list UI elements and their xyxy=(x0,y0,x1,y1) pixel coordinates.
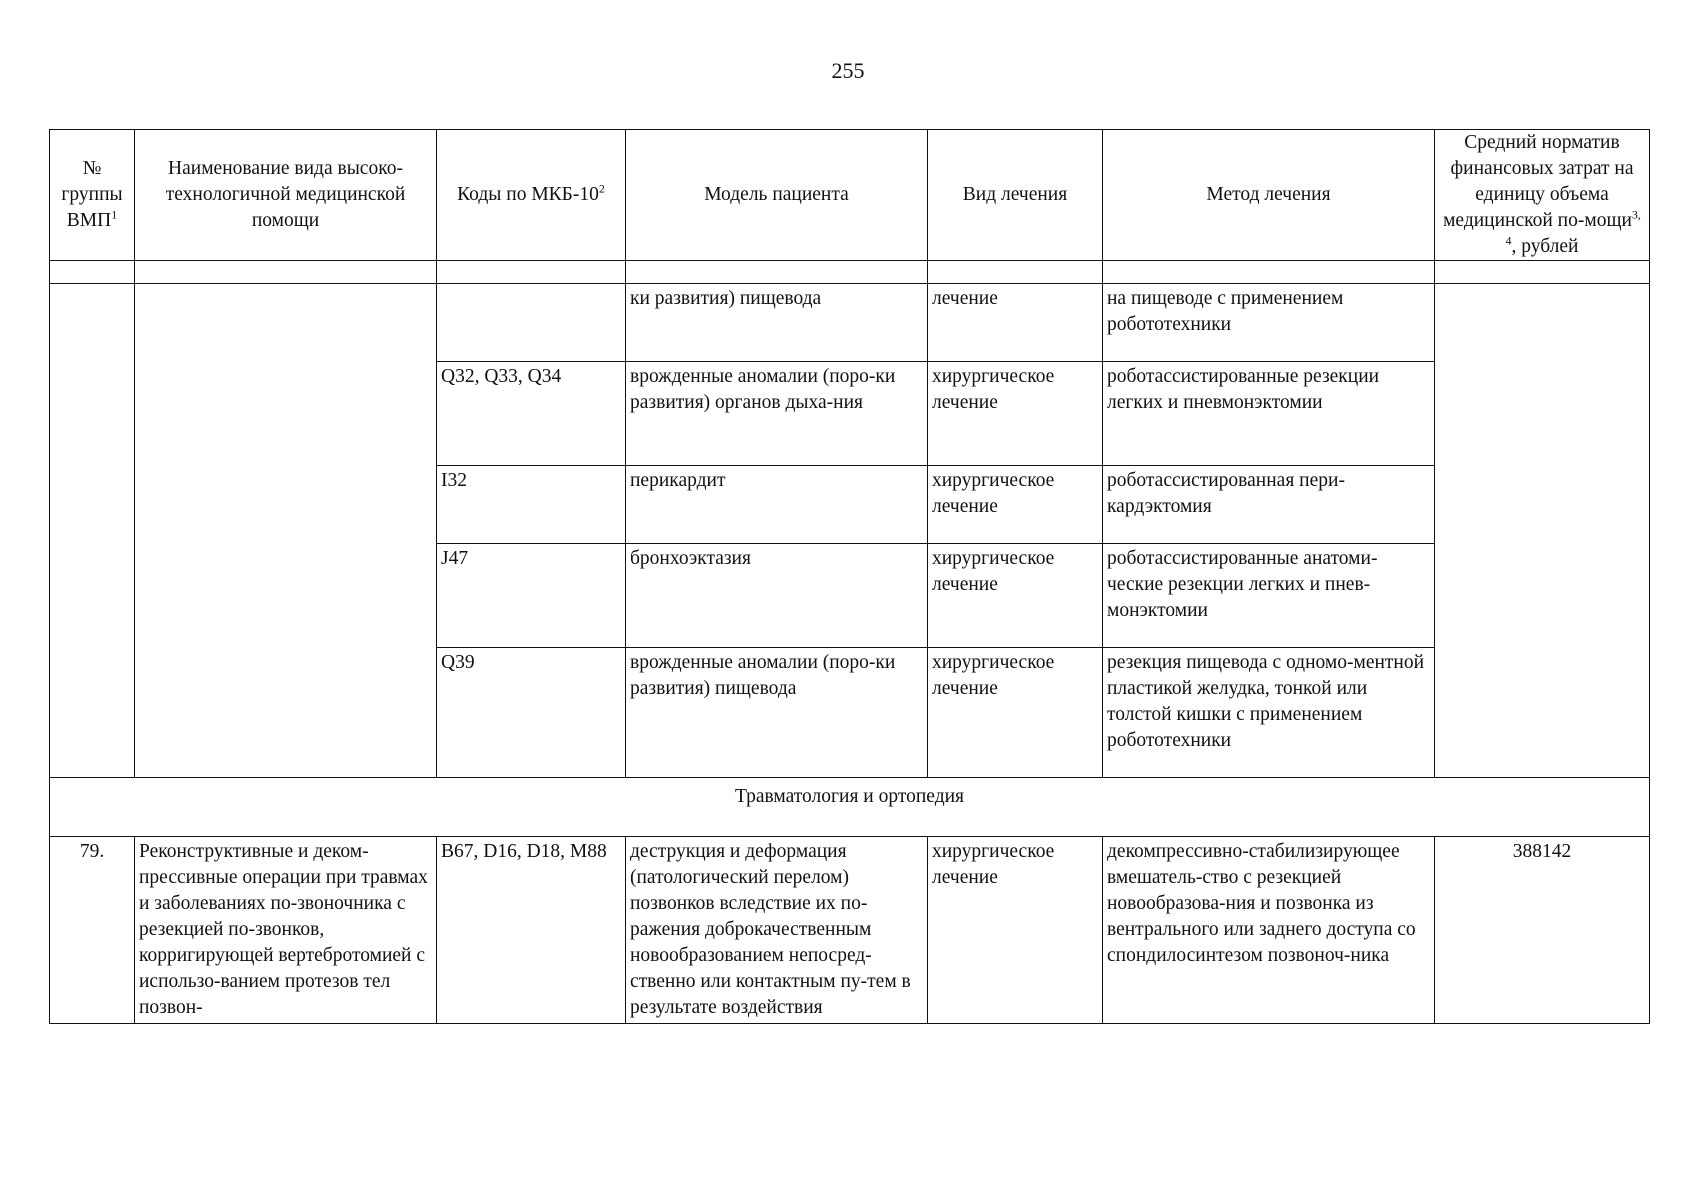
code-cell: J47 xyxy=(437,544,626,648)
model-cell: бронхоэктазия xyxy=(626,544,928,648)
header-row xyxy=(50,130,1650,261)
type-cell: лечение xyxy=(928,284,1103,362)
model-cell: ки развития) пищевода xyxy=(626,284,928,362)
code-cell xyxy=(437,284,626,362)
type-cell: хирургическое лечение xyxy=(928,544,1103,648)
model-cell: врожденные аномалии (поро-ки развития) пищевода xyxy=(626,648,928,778)
header-method: Метод лечения xyxy=(1103,130,1435,261)
type-cell: хирургическое лечение xyxy=(928,648,1103,778)
cost-cell: 388142 xyxy=(1435,837,1650,1024)
type-cell: хирургическое лечение xyxy=(928,837,1103,1024)
method-cell: на пищеводе с применением робототехники xyxy=(1103,284,1435,362)
group-no-cell: 79. xyxy=(50,837,135,1024)
header-name: Наименование вида высоко-технологичной медицинской помощи xyxy=(135,130,437,261)
name-cell xyxy=(135,284,437,778)
header-treatment-type: Вид лечения xyxy=(928,130,1103,261)
spacer-row xyxy=(50,261,1650,284)
section-row xyxy=(50,778,1650,837)
method-cell: роботассистированные резекции легких и пневмонэктомии xyxy=(1103,362,1435,466)
code-cell: Q32, Q33, Q34 xyxy=(437,362,626,466)
method-cell: роботассистированные анатоми-ческие резекции легких и пнев-монэктомии xyxy=(1103,544,1435,648)
name-cell: Реконструктивные и деком-прессивные операции при травмах и заболеваниях по-звоночника с резекцией по-звонков, корригирующей вертебротомией с использо-ванием протезов тел позвон- xyxy=(135,837,437,1024)
code-cell: B67, D16, D18, M88 xyxy=(437,837,626,1024)
code-cell: I32 xyxy=(437,466,626,544)
method-cell: роботассистированная пери-кардэктомия xyxy=(1103,466,1435,544)
header-patient-model: Модель пациента xyxy=(626,130,928,261)
method-cell: декомпрессивно-стабилизирующее вмешатель-ство с резекцией новообразова-ния и позвонка из вентрального или заднего доступа со спондилосинтезом позвоноч-ника xyxy=(1103,837,1435,1024)
page-number: 255 xyxy=(831,58,865,83)
method-cell: резекция пищевода с одномо-ментной пластикой желудка, тонкой или толстой кишки с применением робототехники xyxy=(1103,648,1435,778)
model-cell: деструкция и деформация (патологический перелом) позвонков вследствие их по-ражения доброкачественным новообразованием непосред-ственно или контактным пу-тем в результате воздействия xyxy=(626,837,928,1024)
model-cell: врожденные аномалии (поро-ки развития) органов дыха-ния xyxy=(626,362,928,466)
type-cell: хирургическое лечение xyxy=(928,362,1103,466)
vmp-table xyxy=(49,129,1650,1024)
model-cell: перикардит xyxy=(626,466,928,544)
table-row xyxy=(50,284,1650,362)
group-no-cell xyxy=(50,284,135,778)
table-row xyxy=(50,837,1650,1024)
header-cost: Средний норматив финансовых затрат на единицу объема медицинской по-мощи$^{3, 4}$, рублей xyxy=(1435,130,1650,261)
type-cell: хирургическое лечение xyxy=(928,466,1103,544)
code-cell: Q39 xyxy=(437,648,626,778)
cost-cell xyxy=(1435,284,1650,778)
header-codes: Коды по МКБ-$10^2$ xyxy=(437,130,626,261)
header-group-no: № группы ВМП$^1$ xyxy=(50,130,135,261)
section-title: Травматология и ортопедия xyxy=(50,778,1650,837)
